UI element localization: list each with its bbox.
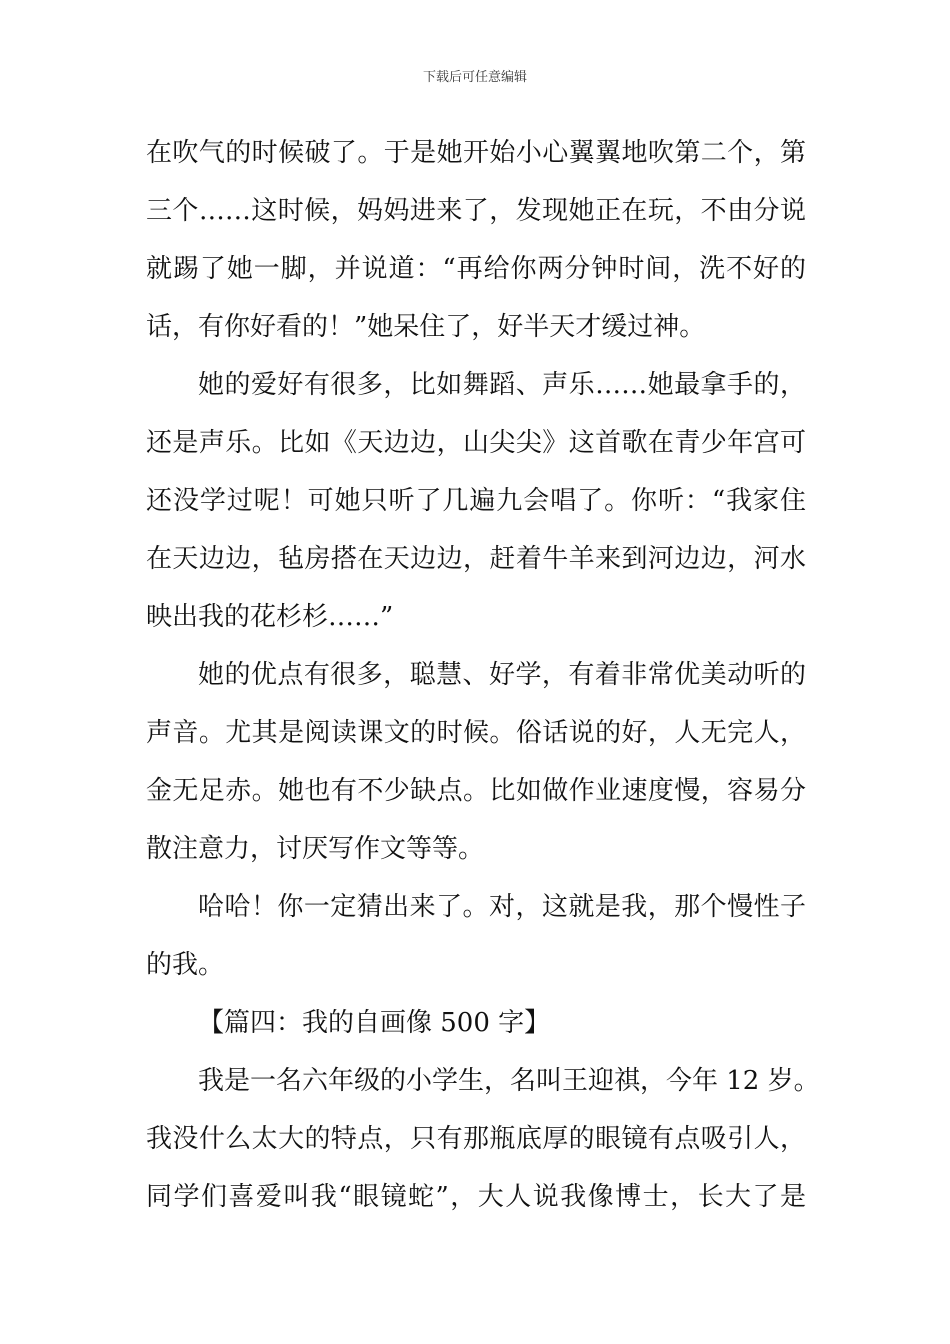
text-line: 她的优点有很多，聪慧、好学，有着非常优美动听的 [198,660,806,690]
paragraph-2 [146,356,806,646]
text-line: 哈哈！你一定猜出来了。对，这就是我，那个慢性子 [198,892,806,922]
text-line: 在天边边，毡房搭在天边边，赶着牛羊来到河边边，河水 [146,544,806,574]
paragraph-3 [146,646,806,878]
paragraph-4 [146,878,806,994]
text-line: 就踢了她一脚，并说道：“再给你两分钟时间，洗不好的 [146,254,806,284]
section-heading [146,994,806,1052]
text-line: 我是一名六年级的小学生，名叫王迎祺，今年 12 岁。 [198,1066,820,1096]
section-title: 【篇四：我的自画像 500 字】 [198,1008,551,1038]
text-line: 散注意力，讨厌写作文等等。 [146,834,485,864]
page-header: 下载后可任意编辑 [422,70,527,85]
paragraph-5 [146,1052,820,1226]
paragraph-1 [146,124,806,356]
document-body [146,124,820,1226]
text-line: 映出我的花杉杉……” [146,602,394,632]
text-line: 在吹气的时候破了。于是她开始小心翼翼地吹第二个，第 [146,138,806,168]
text-line: 还没学过呢！可她只听了几遍九会唱了。你听：“我家住 [146,486,806,516]
text-line: 三个……这时候，妈妈进来了，发现她正在玩，不由分说 [146,196,806,226]
text-line: 金无足赤。她也有不少缺点。比如做作业速度慢，容易分 [146,776,806,806]
text-line: 的我。 [146,950,225,980]
text-line: 话，有你好看的！”她呆住了，好半天才缓过神。 [146,312,706,342]
text-line: 我没什么太大的特点，只有那瓶底厚的眼镜有点吸引人， [146,1124,806,1154]
text-line: 声音。尤其是阅读课文的时候。俗话说的好，人无完人， [146,718,806,748]
text-line: 她的爱好有很多，比如舞蹈、声乐……她最拿手的， [198,370,806,400]
text-line: 同学们喜爱叫我“眼镜蛇”，大人说我像博士，长大了是 [146,1182,806,1212]
text-line: 还是声乐。比如《天边边，山尖尖》这首歌在青少年宫可 [146,428,806,458]
